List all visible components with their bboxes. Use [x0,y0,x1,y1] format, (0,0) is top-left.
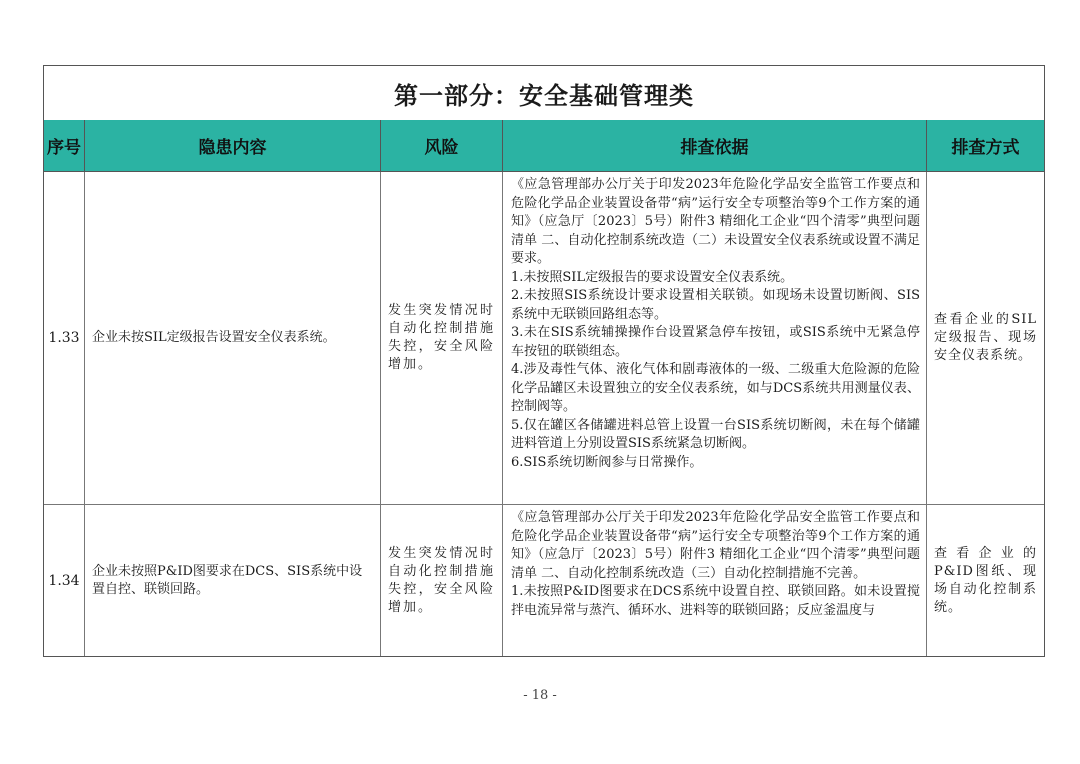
row-2-risk [381,505,503,656]
row-1-basis-intro: 《应急管理部办公厅关于印发2023年危险化学品安全监管工作要点和危险化学品企业装置设备带“病”运行安全专项整治等9个工作方案的通知》（应急厅〔2023〕5号）附件3 精细化工企业“四个清零”典型问题清单 二、自动化控制系统改造（二）未设置安全仪表系统或设置不满足要求。 [511,177,920,266]
hazard-table [43,65,1045,657]
header-basis: 排查依据 [503,120,927,172]
row-2-hazard-text: 企业未按照P&ID图要求在DCS、SIS系统中设置自控、联锁回路。 [92,563,363,597]
row-1-number: 1.33 [44,172,85,505]
row-1-risk-text: 发生突发情况时自动化控制措施失控，安全风险增加。 [388,303,495,372]
row-2-basis [503,505,927,656]
row-2-basis-intro: 《应急管理部办公厅关于印发2023年危险化学品安全监管工作要点和危险化学品企业装置设备带“病”运行安全专项整治等9个工作方案的通知》（应急厅〔2023〕5号）附件3 精细化工企业“四个清零”典型问题清单 二、自动化控制系统改造（三）自动化控制措施不完善。 [511,510,920,581]
row-2-method-text: 查看企业的P&ID图纸、现场自动化控制系统。 [934,545,1037,615]
row-2-basis-item-1: 1.未按照P&ID图要求在DCS系统中设置自控、联锁回路。如未设置搅拌电流异常与蒸汽、循环水、进料等的联锁回路；反应釜温度与 [511,584,920,618]
row-1-method-text: 查看企业的SIL定级报告、现场安全仪表系统。 [934,312,1037,363]
row-1-basis-item-6: 6.SIS系统切断阀参与日常操作。 [511,454,703,470]
row-1-basis-item-4: 4.涉及毒性气体、液化气体和剧毒液体的一级、二级重大危险源的危险化学品罐区未设置独立的安全仪表系统，如与DCS系统共用测量仪表、控制阀等。 [511,362,920,414]
row-2-risk-text: 发生突发情况时自动化控制措施失控，安全风险增加。 [388,545,495,615]
row-1-basis [503,172,927,505]
row-1-hazard [85,172,381,505]
header-hazard: 隐患内容 [85,120,381,172]
row-2-method [927,505,1044,656]
row-1-hazard-text: 企业未按SIL定级报告设置安全仪表系统。 [92,330,336,345]
row-1-risk [381,172,503,505]
section-title: 第一部分：安全基础管理类 [44,66,1044,121]
row-1-method [927,172,1044,505]
row-1-basis-item-2: 2.未按照SIS系统设计要求设置相关联锁。如现场未设置切断阀、SIS系统中无联锁回路组态等。 [511,288,920,322]
page-number: - 18 - [523,688,557,703]
row-2-number: 1.34 [44,505,85,656]
header-no: 序号 [44,120,85,172]
row-1-basis-item-5: 5.仅在罐区各储罐进料总管上设置一台SIS系统切断阀，未在每个储罐进料管道上分别设置SIS系统紧急切断阀。 [511,417,920,451]
row-1-basis-item-3: 3.未在SIS系统辅操操作台设置紧急停车按钮，或SIS系统中无紧急停车按钮的联锁组态。 [511,325,920,359]
row-1-basis-item-1: 1.未按照SIL定级报告的要求设置安全仪表系统。 [511,269,794,285]
header-risk: 风险 [381,120,503,172]
row-2-hazard [85,505,381,656]
header-method: 排查方式 [927,120,1044,172]
